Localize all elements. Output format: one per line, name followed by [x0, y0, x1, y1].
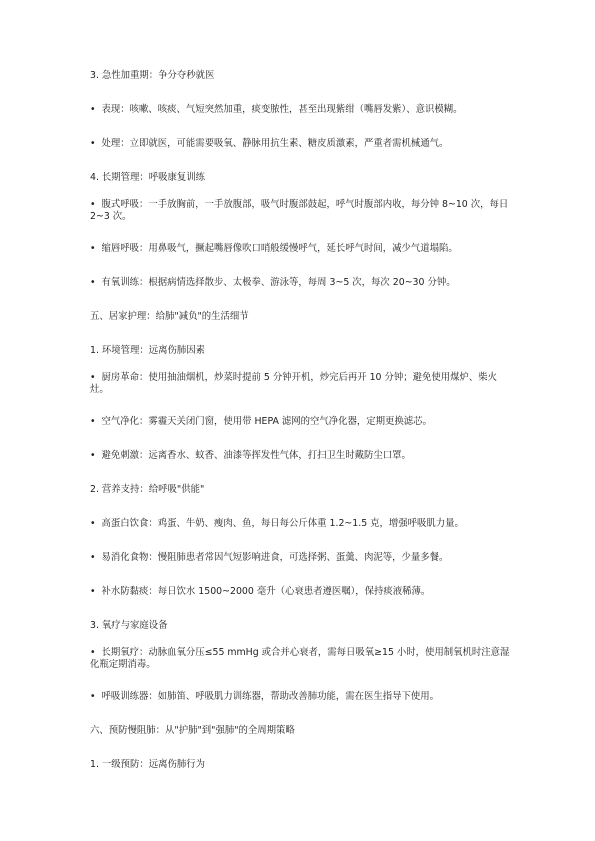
subheading-acute-exacerbation: 3. 急性加重期：争分夺秒就医: [90, 70, 215, 81]
bullet-avoid-irritants: • 避免刺激：远离香水、蚊香、油漆等挥发性气体，打扫卫生时戴防尘口罩。: [90, 450, 515, 462]
bullet-kitchen: • 厨房革命：使用抽油烟机，炒菜时提前 5 分钟开机，炒完后再开 10 分钟；避免使用煤炉、柴火灶。: [90, 372, 515, 396]
bullet-oxygen-therapy: • 长期氧疗：动脉血氧分压≤55 mmHg 或合并心衰者，需每日吸氧≥15 小时，使用制氧机时注意湿化瓶定期消毒。: [90, 647, 515, 671]
subheading-long-term: 4. 长期管理：呼吸康复训练: [90, 172, 206, 183]
bullet-abdominal-breathing: • 腹式呼吸：一手放胸前，一手放腹部，吸气时腹部鼓起，呼气时腹部内收，每分钟 8~10 次，每日 2~3 次。: [90, 199, 515, 223]
section-heading-prevention: 六、预防慢阻肺：从"护肺"到"强肺"的全周期策略: [90, 725, 295, 736]
bullet-breathing-trainer: • 呼吸训练器：如肺笛、呼吸肌力训练器，帮助改善肺功能，需在医生指导下使用。: [90, 691, 515, 703]
bullet-protein: • 高蛋白饮食：鸡蛋、牛奶、瘦肉、鱼，每日每公斤体重 1.2~1.5 克，增强呼吸肌力量。: [90, 518, 515, 530]
subheading-nutrition: 2. 营养支持：给呼吸"供能": [90, 484, 205, 495]
bullet-air-purify: • 空气净化：雾霾天关闭门窗，使用带 HEPA 滤网的空气净化器，定期更换滤芯。: [90, 416, 515, 428]
bullet-digestible: • 易消化食物：慢阻肺患者常因气短影响进食，可选择粥、蛋羹、肉泥等，少量多餐。: [90, 552, 515, 564]
bullet-symptoms: • 表现：咳嗽、咳痰、气短突然加重，痰变脓性，甚至出现紫绀（嘴唇发紫）、意识模糊。: [90, 104, 515, 116]
section-heading-home-care: 五、居家护理：给肺"减负"的生活细节: [90, 311, 249, 322]
subheading-environment: 1. 环境管理：远离伤肺因素: [90, 345, 206, 356]
bullet-aerobic: • 有氧训练：根据病情选择散步、太极拳、游泳等，每周 3~5 次，每次 20~30 分钟。: [90, 277, 515, 289]
subheading-primary-prevention: 1. 一级预防：远离伤肺行为: [90, 759, 206, 770]
bullet-treatment: • 处理：立即就医，可能需要吸氧、静脉用抗生素、糖皮质激素，严重者需机械通气。: [90, 138, 515, 150]
bullet-pursed-lip: • 缩唇呼吸：用鼻吸气，撅起嘴唇像吹口哨般缓慢呼气，延长呼气时间，减少气道塌陷。: [90, 243, 515, 255]
bullet-hydration: • 补水防黏痰：每日饮水 1500~2000 毫升（心衰患者遵医嘱），保持痰液稀薄。: [90, 586, 515, 598]
subheading-oxygen: 3. 氧疗与家庭设备: [90, 620, 168, 631]
